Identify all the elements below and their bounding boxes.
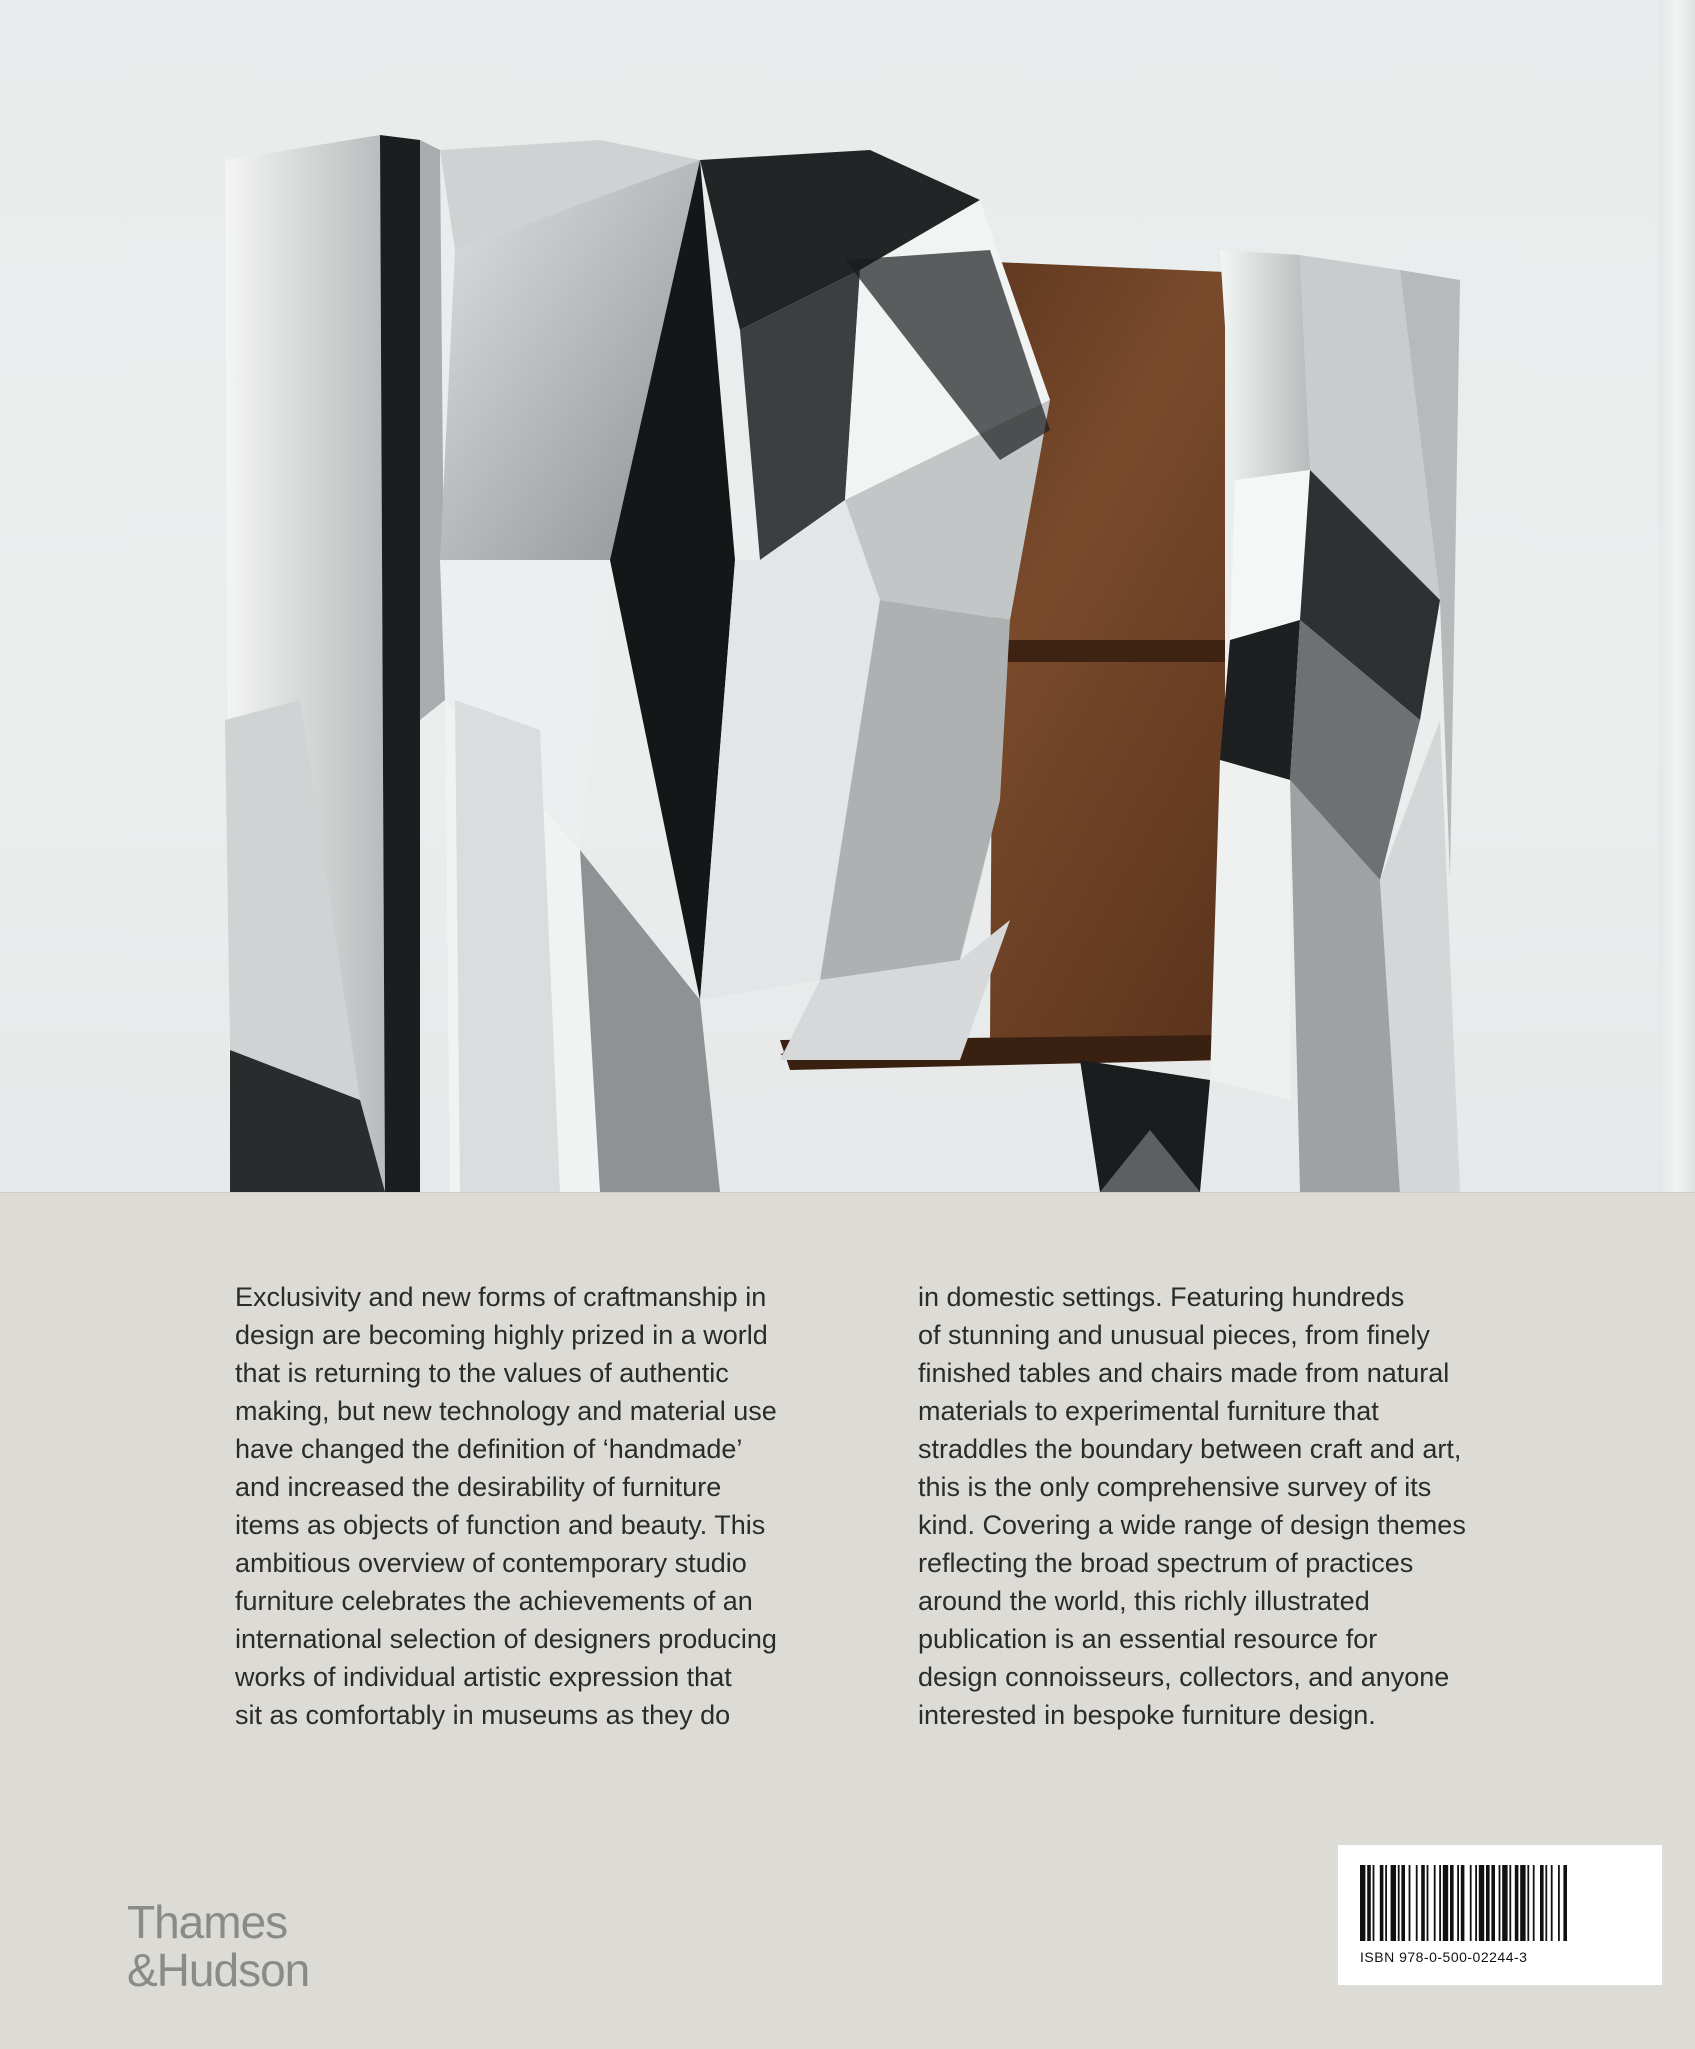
barcode-bar bbox=[1416, 1865, 1418, 1941]
blurb-line: publication is an essential resource for bbox=[918, 1624, 1378, 1654]
blurb-line: and increased the desirability of furniture bbox=[235, 1472, 722, 1502]
blurb-line: in domestic settings. Featuring hundreds bbox=[918, 1282, 1405, 1312]
blurb-line: design connoisseurs, collectors, and anyone bbox=[918, 1662, 1450, 1692]
barcode-bar bbox=[1360, 1865, 1365, 1941]
barcode-bar bbox=[1486, 1865, 1490, 1941]
barcode-bar bbox=[1509, 1865, 1511, 1941]
blurb-line: finished tables and chairs made from natural bbox=[918, 1358, 1450, 1388]
barcode-label bbox=[1338, 1845, 1662, 1985]
blurb-line: sit as comfortably in museums as they do bbox=[235, 1700, 731, 1730]
isbn-number: ISBN 978-0-500-02244-3 bbox=[1360, 1949, 1528, 1965]
blurb-line: works of individual artistic expression that bbox=[235, 1662, 732, 1692]
blurb-line: this is the only comprehensive survey of its bbox=[918, 1472, 1432, 1502]
barcode-bar bbox=[1434, 1865, 1436, 1941]
barcode-bar bbox=[1439, 1865, 1441, 1941]
barcode-bar bbox=[1515, 1865, 1519, 1941]
barcode-bar bbox=[1545, 1865, 1547, 1941]
description-panel bbox=[0, 1192, 1695, 2049]
barcode-bar bbox=[1551, 1865, 1553, 1941]
barcode-bar bbox=[1470, 1865, 1472, 1941]
blurb-right-column bbox=[918, 1278, 1466, 1734]
blurb-line: around the world, this richly illustrated bbox=[918, 1586, 1370, 1616]
blurb-line: of stunning and unusual pieces, from finely bbox=[918, 1320, 1430, 1350]
barcode-bar bbox=[1461, 1865, 1465, 1941]
barcode-bar bbox=[1367, 1865, 1371, 1941]
barcode-bar bbox=[1540, 1865, 1544, 1941]
barcode-bar bbox=[1520, 1865, 1525, 1941]
blurb-left-column bbox=[235, 1278, 777, 1734]
blurb-line: reflecting the broad spectrum of practices bbox=[918, 1548, 1414, 1578]
barcode-bar bbox=[1380, 1865, 1384, 1941]
barcode-bar bbox=[1502, 1865, 1507, 1941]
barcode-bar bbox=[1398, 1865, 1400, 1941]
publisher-logo-line-2: &Hudson bbox=[127, 1944, 310, 1996]
barcode-bar bbox=[1391, 1865, 1396, 1941]
blurb-line: Exclusivity and new forms of craftmanship in bbox=[235, 1282, 767, 1312]
barcode-bar bbox=[1421, 1865, 1425, 1941]
barcode-bar bbox=[1457, 1865, 1459, 1941]
barcode-bar bbox=[1479, 1865, 1484, 1941]
blurb-line: ambitious overview of contemporary studio bbox=[235, 1548, 747, 1578]
barcode-bar bbox=[1475, 1865, 1477, 1941]
barcode-bar bbox=[1450, 1865, 1454, 1941]
blurb-line: have changed the definition of ‘handmade’ bbox=[235, 1434, 743, 1464]
barcode-bar bbox=[1443, 1865, 1448, 1941]
blurb-line: international selection of designers producing bbox=[235, 1624, 777, 1654]
blurb-line: interested in bespoke furniture design. bbox=[918, 1700, 1376, 1730]
barcode-bar bbox=[1427, 1865, 1429, 1941]
barcode-bar bbox=[1499, 1865, 1501, 1941]
blurb-line: design are becoming highly prized in a world bbox=[235, 1320, 768, 1350]
barcode-bar bbox=[1533, 1865, 1535, 1941]
barcode-bar bbox=[1385, 1865, 1387, 1941]
blurb-line: furniture celebrates the achievements of an bbox=[235, 1586, 753, 1616]
barcode-icon bbox=[1360, 1865, 1640, 1941]
barcode-bar bbox=[1491, 1865, 1495, 1941]
blurb-line: that is returning to the values of authentic bbox=[235, 1358, 729, 1388]
blurb-line: materials to experimental furniture that bbox=[918, 1396, 1379, 1426]
blurb-line: kind. Covering a wide range of design themes bbox=[918, 1510, 1466, 1540]
publisher-logo-line-1: Thames bbox=[127, 1896, 288, 1948]
blurb-line: making, but new technology and material use bbox=[235, 1396, 777, 1426]
barcode-bar bbox=[1563, 1865, 1567, 1941]
barcode-bar bbox=[1558, 1865, 1560, 1941]
publisher-logo bbox=[127, 1898, 309, 1994]
blurb-line: items as objects of function and beauty. This bbox=[235, 1510, 766, 1540]
barcode-bar bbox=[1401, 1865, 1405, 1941]
blurb-line: straddles the boundary between craft and art, bbox=[918, 1434, 1462, 1464]
barcode-bar bbox=[1409, 1865, 1411, 1941]
barcode-bar bbox=[1373, 1865, 1375, 1941]
barcode-bar bbox=[1527, 1865, 1529, 1941]
